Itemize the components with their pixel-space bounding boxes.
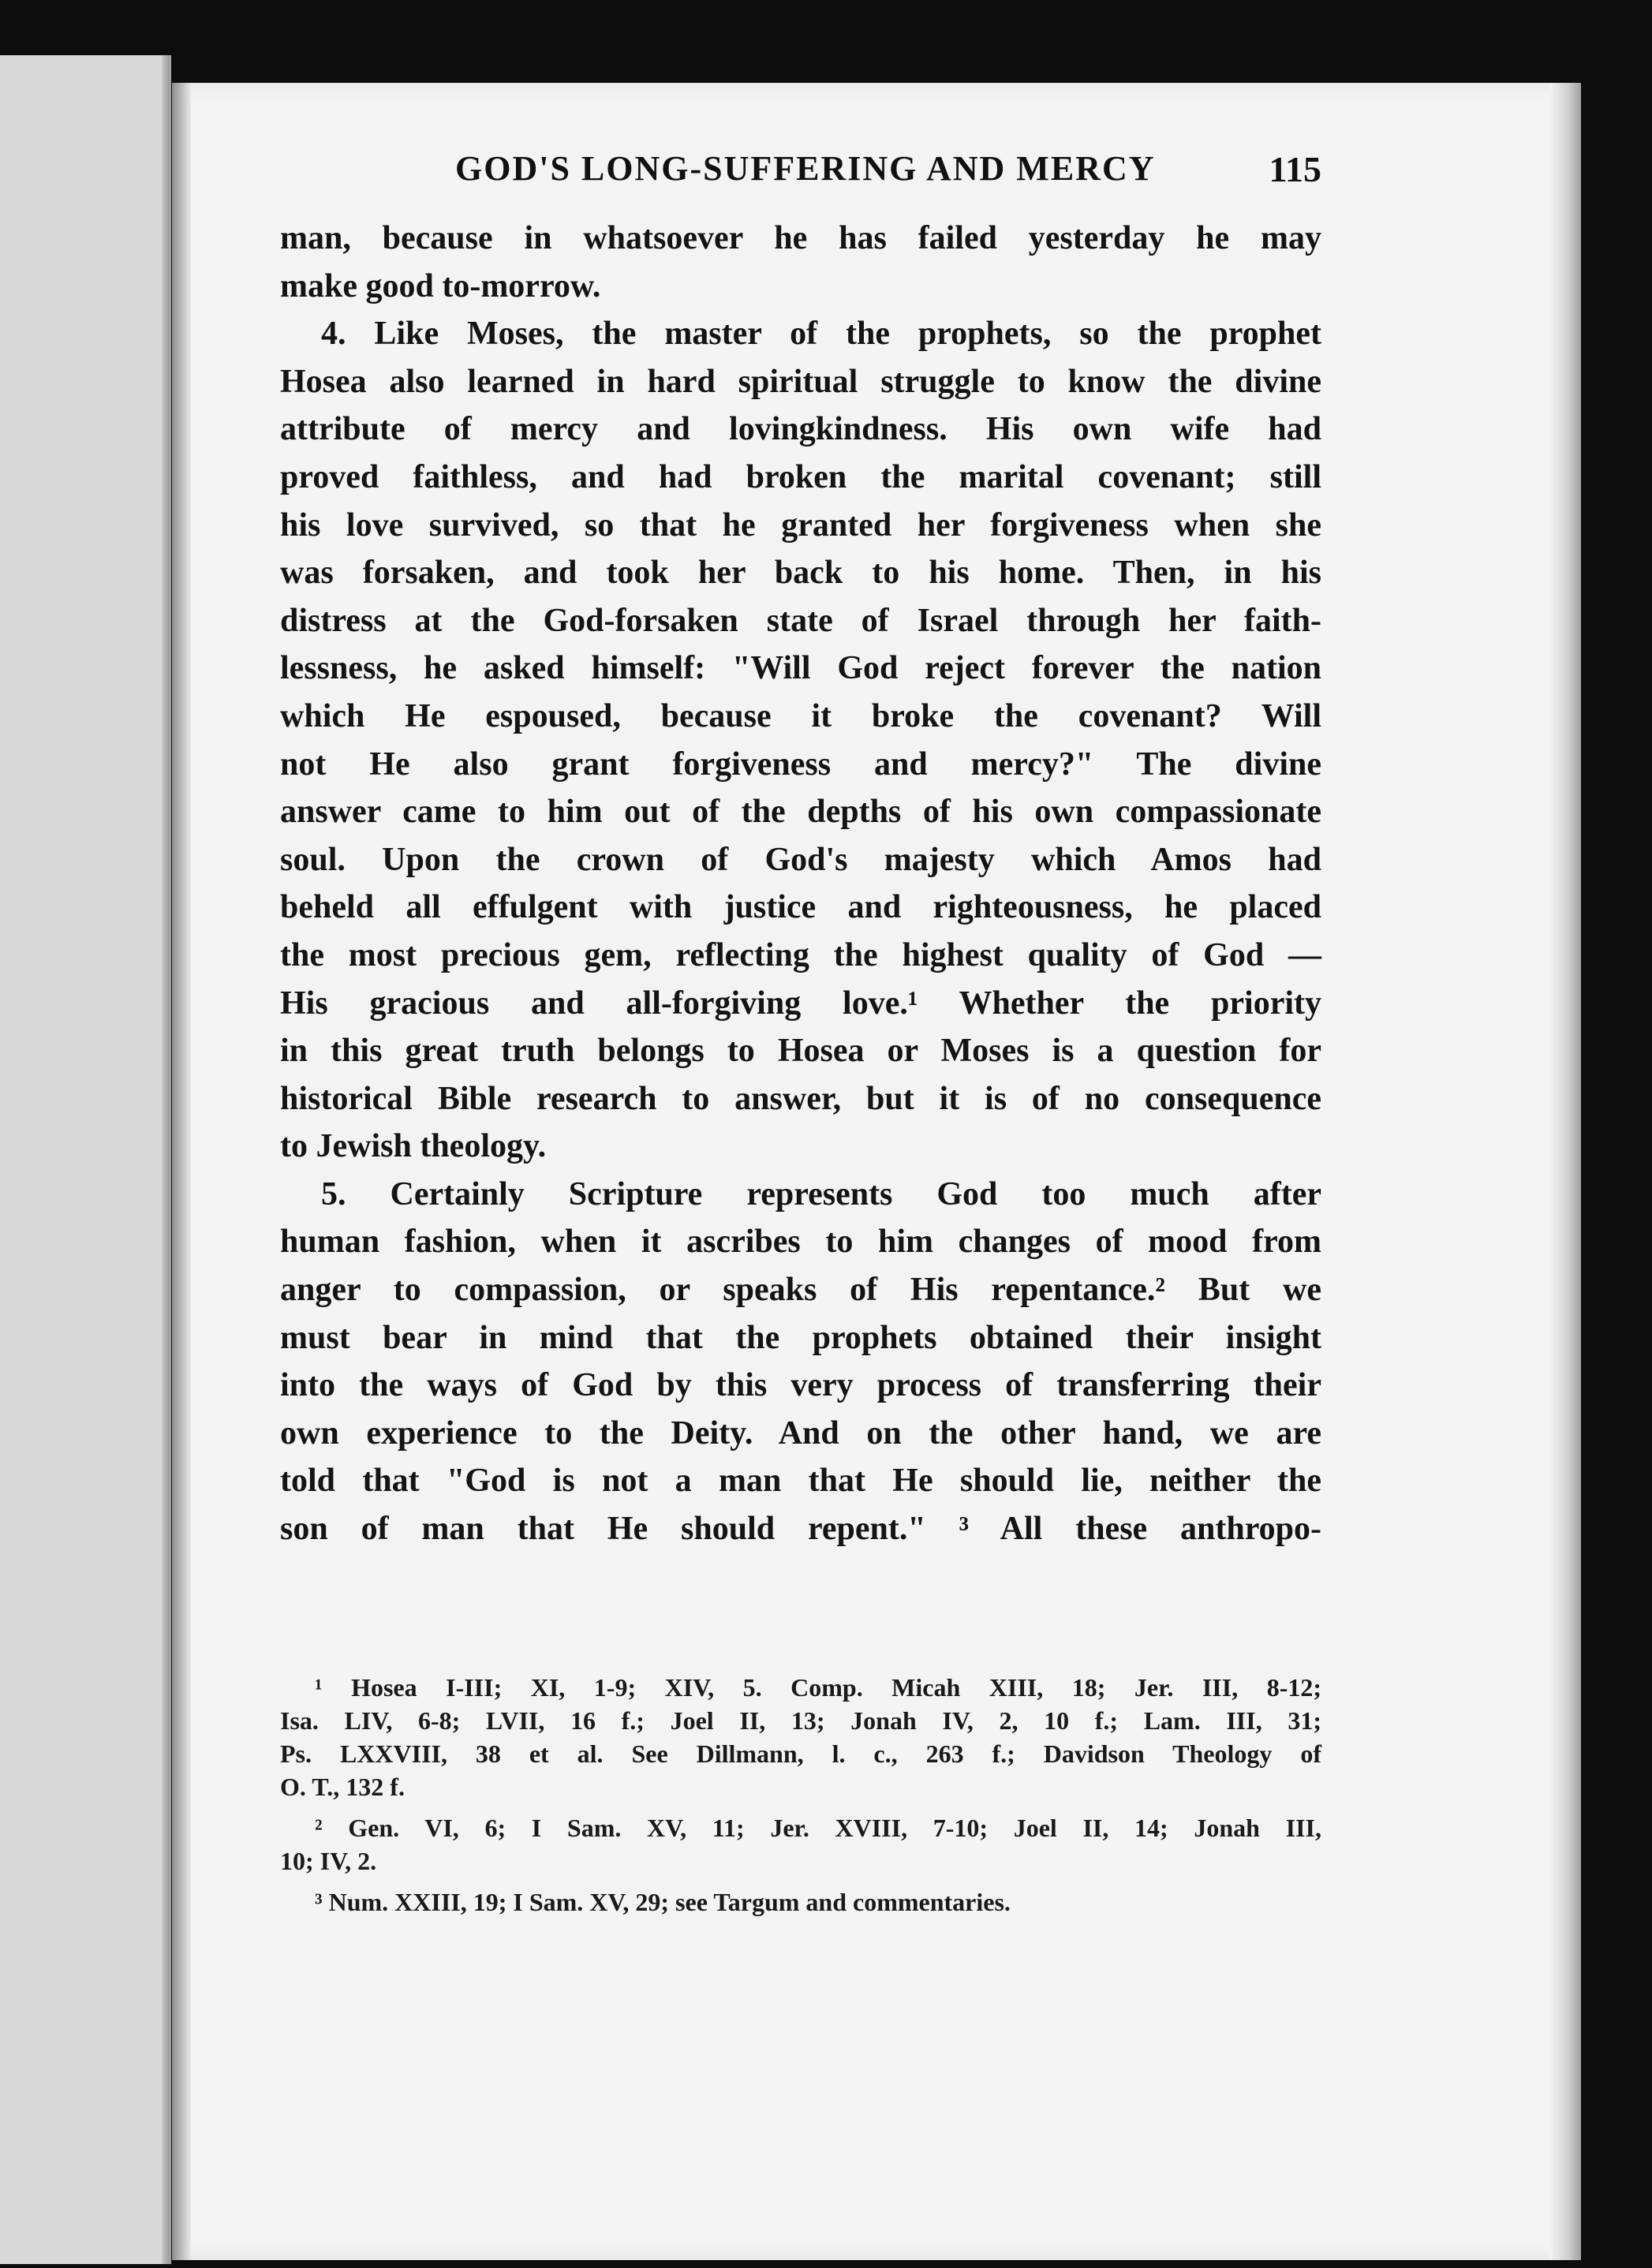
text-line: proved faithless, and had broken the marital covenant; still	[280, 458, 1321, 495]
text-line: historical Bible research to answer, but it is of no consequence	[280, 1080, 1321, 1117]
text-line: not He also grant forgiveness and mercy?" The divine	[280, 745, 1321, 783]
text-line: must bear in mind that the prophets obtained their insight	[280, 1319, 1321, 1356]
text-line: beheld all effulgent with justice and righteousness, he placed	[280, 889, 1321, 926]
footnote-line: Ps. LXXVIII, 38 et al. See Dillmann, l. c., 263 f.; Davidson Theology of	[280, 1739, 1321, 1768]
footnotes	[280, 1671, 1321, 1919]
text-line: answer came to him out of the depths of his own compassionate	[280, 794, 1321, 831]
text-line: soul. Upon the crown of God's majesty which Amos had	[280, 841, 1321, 878]
footnote-line: O. T., 132 f.	[280, 1773, 405, 1801]
page-right-edge	[1549, 83, 1581, 2260]
text-line: own experience to the Deity. And on the other hand, we are	[280, 1414, 1321, 1452]
text-line: make good to-morrow.	[280, 267, 601, 305]
text-line: into the ways of God by this very process of transferring their	[280, 1367, 1321, 1404]
text-line: man, because in whatsoever he has failed yesterday he may	[280, 220, 1321, 256]
footnote-3: ³ Num. XXIII, 19; I Sam. XV, 29; see Targum and commentaries.	[315, 1888, 1011, 1916]
paragraph-5-start: 5. Certainly Scripture represents God too much after	[321, 1175, 1321, 1212]
facing-page	[0, 55, 171, 2264]
text-line: his love survived, so that he granted her forgiveness when she	[280, 506, 1321, 544]
footnote-1: ¹ Hosea I-III; XI, 1-9; XIV, 5. Comp. Micah XIII, 18; Jer. III, 8-12;	[315, 1673, 1321, 1702]
running-header	[280, 142, 1321, 189]
text-line: Hosea also learned in hard spiritual struggle to know the divine	[280, 363, 1321, 400]
footnote-line: Isa. LIV, 6-8; LVII, 16 f.; Joel II, 13; Jonah IV, 2, 10 f.; Lam. III, 31;	[280, 1706, 1321, 1735]
text-line: His gracious and all-forgiving love.¹ Whether the priority	[280, 985, 1321, 1022]
text-line: lessness, he asked himself: "Will God reject forever the nation	[280, 650, 1321, 687]
running-title: GOD'S LONG-SUFFERING AND MERCY	[455, 149, 1156, 188]
text-line: son of man that He should repent." ³ All these anthropo-	[280, 1511, 1321, 1548]
text-line: anger to compassion, or speaks of His repentance.² But we	[280, 1272, 1321, 1309]
footnote-line: 10; IV, 2.	[280, 1847, 377, 1875]
text-line: in this great truth belongs to Hosea or Moses is a question for	[280, 1033, 1321, 1070]
text-line: told that "God is not a man that He should lie, neither the	[280, 1463, 1321, 1500]
paragraph-4-start: 4. Like Moses, the master of the prophets, so the prophet	[321, 316, 1321, 353]
text-line: distress at the God-forsaken state of Israel through her faith-	[280, 602, 1321, 639]
text-line: the most precious gem, reflecting the highest quality of God —	[280, 936, 1321, 973]
facing-page-edge	[162, 55, 170, 2264]
text-line: attribute of mercy and lovingkindness. His own wife had	[280, 411, 1321, 448]
page-gutter-shadow	[172, 83, 191, 2260]
page-number: 115	[1269, 149, 1321, 189]
text-line: which He espoused, because it broke the covenant? Will	[280, 697, 1321, 734]
body-text	[280, 215, 1321, 1553]
text-line: human fashion, when it ascribes to him changes of mood from	[280, 1224, 1321, 1261]
footnote-2: ² Gen. VI, 6; I Sam. XV, 11; Jer. XVIII, 7-10; Joel II, 14; Jonah III,	[315, 1814, 1321, 1842]
text-line: was forsaken, and took her back to his home. Then, in his	[280, 555, 1321, 592]
text-line: to Jewish theology.	[280, 1128, 547, 1165]
